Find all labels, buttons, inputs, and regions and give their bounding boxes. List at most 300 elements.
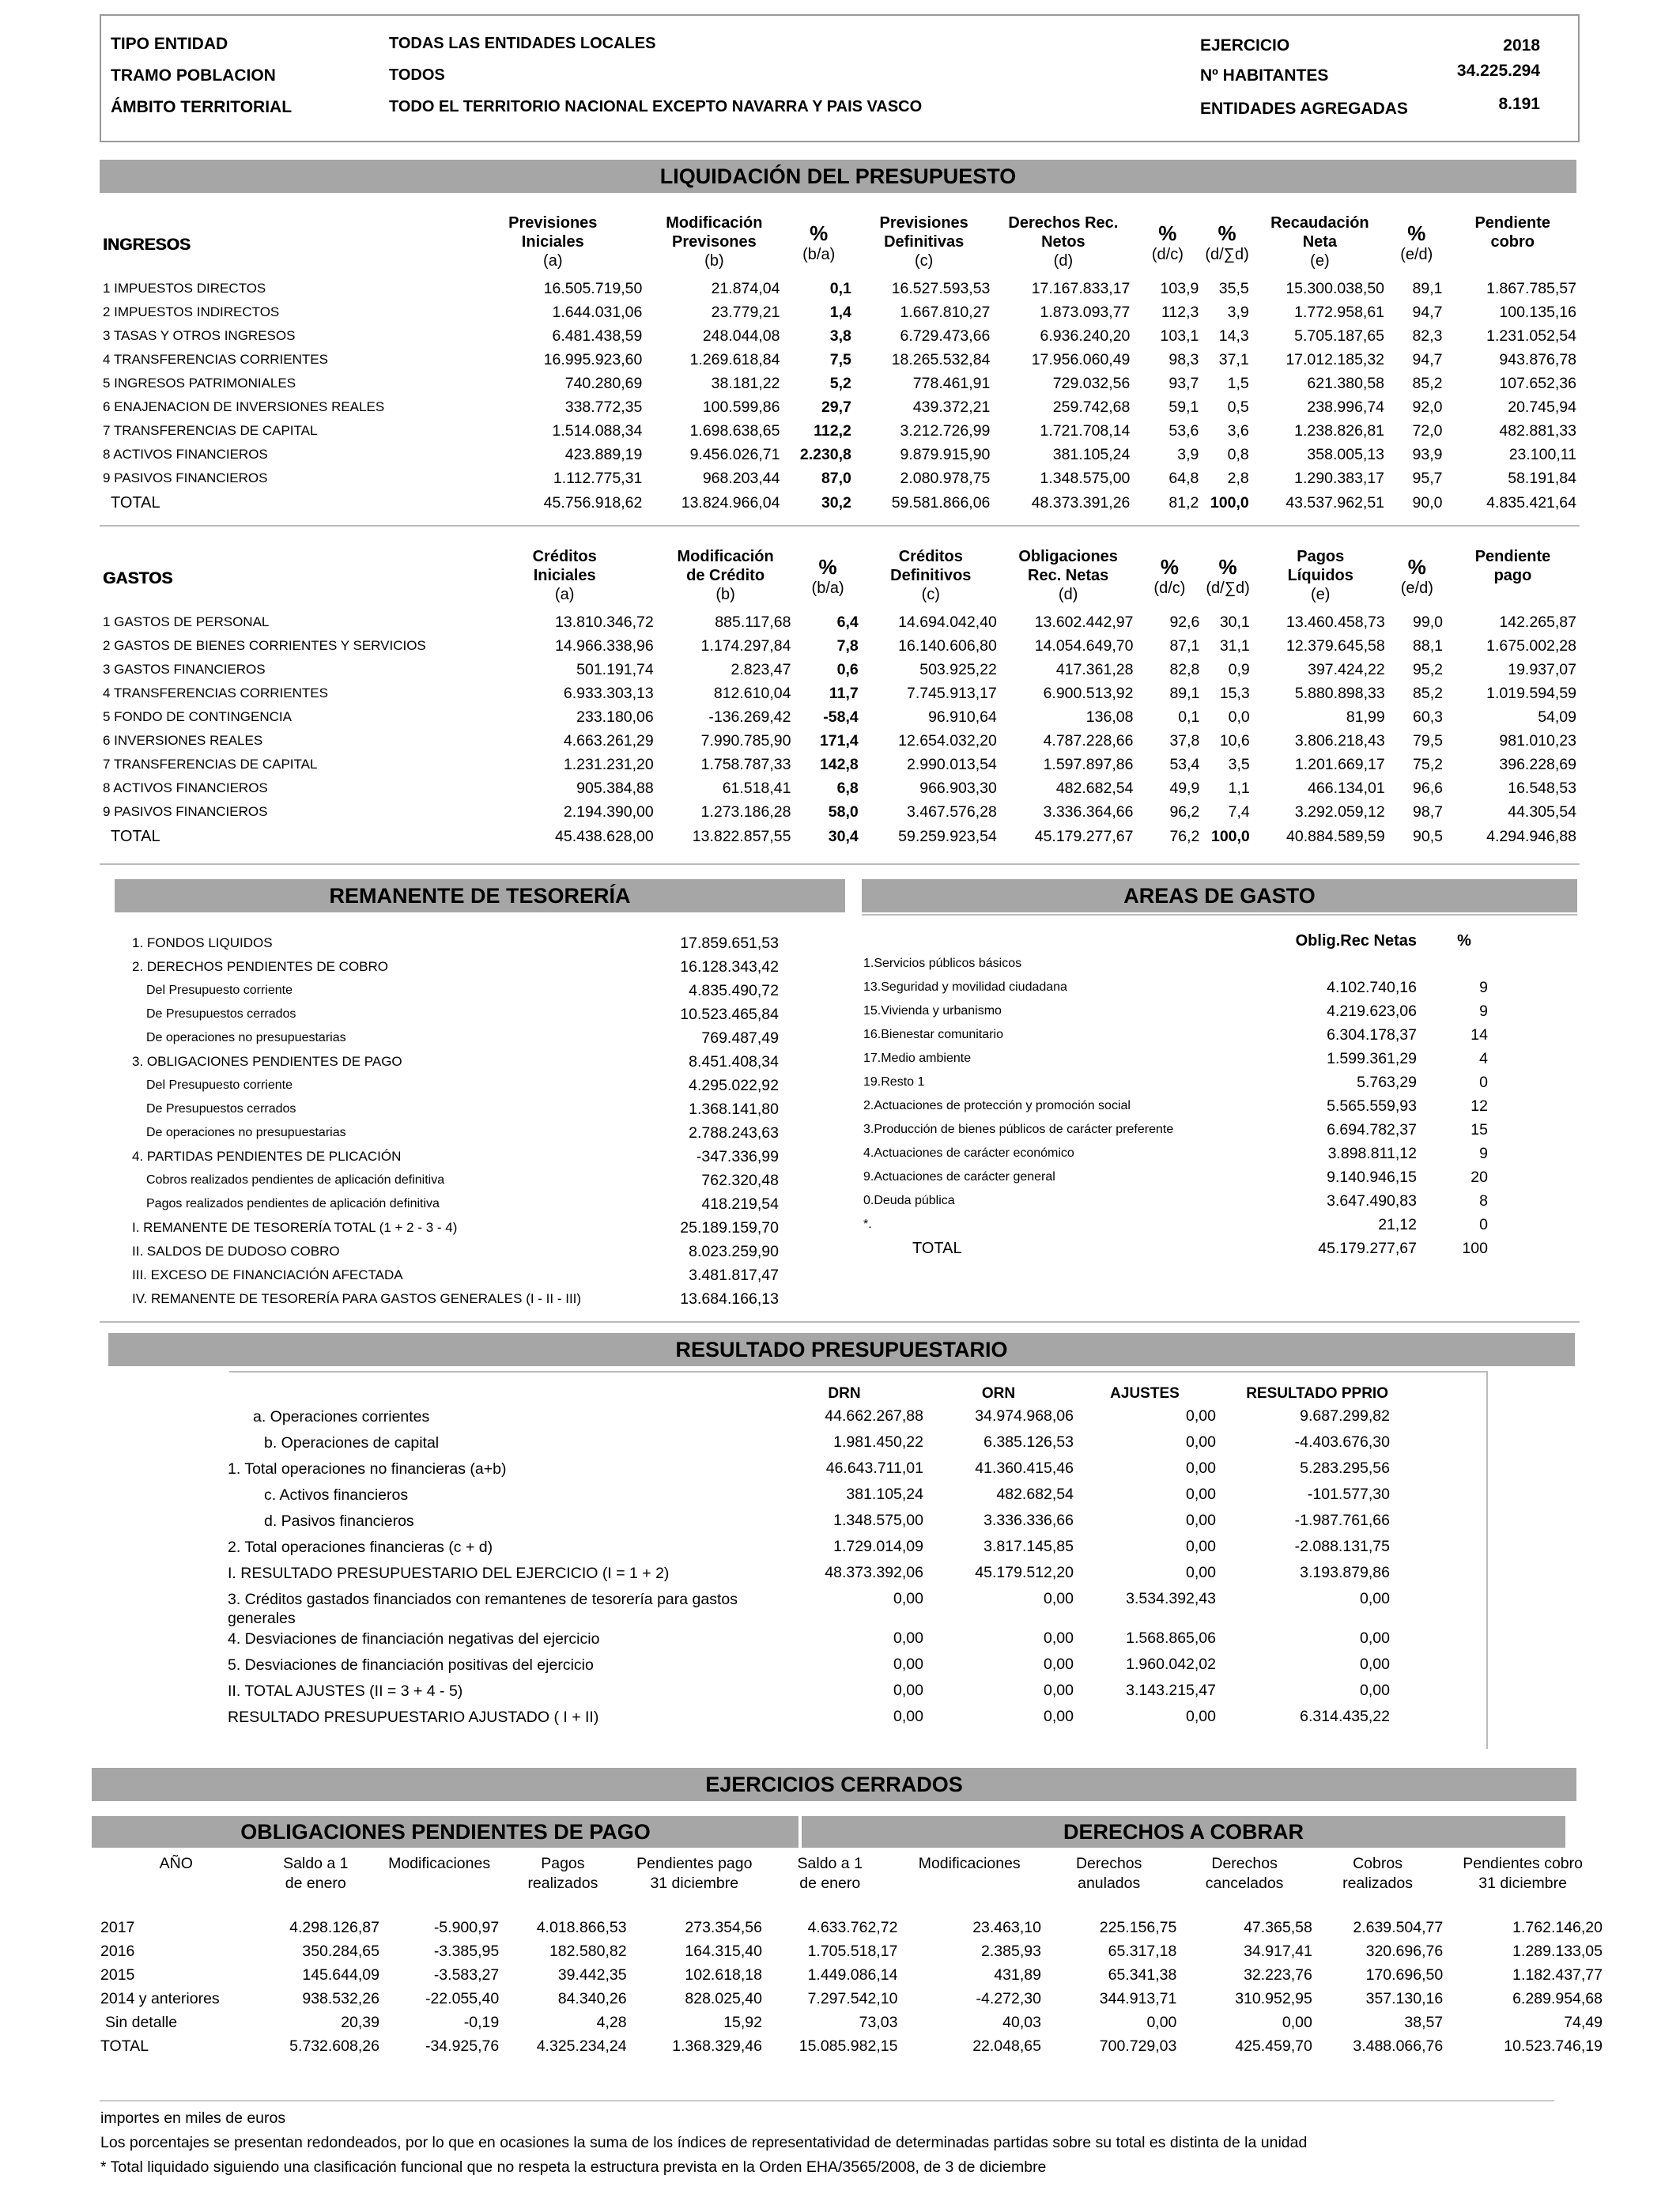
gastos-header-7: [1253, 547, 1388, 610]
gastos-cell: 13.460.458,73: [1286, 613, 1385, 631]
resultado-cell: 5.283.295,56: [1300, 1460, 1390, 1477]
ingresos-header-line1: Derechos Rec.: [1008, 214, 1119, 232]
gastos-cell: 2.990.013,54: [906, 755, 997, 773]
gastos-cell: 136,08: [1085, 708, 1134, 726]
ejercicios-cell: 170.696,50: [1365, 1966, 1444, 1984]
gastos-cell: 5.880.898,33: [1294, 684, 1385, 702]
remanente-value: 762.320,48: [701, 1171, 779, 1189]
areas-pct: 4: [1479, 1049, 1488, 1067]
remanente-value: 8.451.408,34: [689, 1052, 779, 1071]
gastos-cell: 30,1: [1219, 613, 1250, 631]
areas-label: 15.Vivienda y urbanismo: [863, 1004, 1002, 1018]
resultado-row: [228, 1708, 1390, 1734]
gastos-cell: 905.384,88: [576, 779, 654, 797]
areas-pct: 15: [1470, 1120, 1488, 1139]
remanente-value: 4.295.022,92: [689, 1076, 779, 1094]
areas-row: [863, 1071, 1512, 1094]
remanente-row: [115, 1287, 779, 1311]
resultado-cell: 44.662.267,88: [825, 1407, 923, 1425]
gastos-header-line2: Iniciales: [533, 567, 596, 584]
ejercicios-cell: 47.365,58: [1244, 1918, 1312, 1936]
resultado-cell: 0,00: [1186, 1486, 1216, 1503]
remanente-label: Cobros realizados pendientes de aplicación definitiva: [146, 1173, 445, 1187]
ingresos-header-8: [1387, 213, 1445, 277]
ingresos-cell: 1,4: [829, 303, 851, 321]
gastos-header-line1: Pagos: [1297, 548, 1345, 565]
gastos-cell: 417.361,28: [1055, 660, 1134, 678]
tipo-entidad-label: TIPO ENTIDAD: [111, 35, 228, 53]
gastos-cell: 31,1: [1219, 636, 1250, 655]
ingresos-header-line2: Iniciales: [521, 233, 584, 251]
ejercicios-cell: 40,03: [1002, 2013, 1041, 2031]
areas-value: 5.565.559,93: [1327, 1097, 1417, 1115]
ejercicios-row: [100, 1963, 1603, 1987]
ejercicios-header-0: [100, 1854, 252, 1916]
areas-row: [863, 1213, 1512, 1237]
remanente-value: 8.023.259,90: [689, 1242, 779, 1260]
resultado-header: ORN: [981, 1385, 1016, 1402]
gastos-cell: 466.134,01: [1308, 779, 1385, 797]
ingresos-header-line1: Recaudación: [1270, 214, 1369, 232]
resultado-label: RESULTADO PRESUPUESTARIO AJUSTADO ( I + II): [228, 1709, 599, 1726]
ejercicios-cell: 38,57: [1404, 2013, 1444, 2031]
resultado-row: [228, 1407, 1390, 1433]
ingresos-cell: 9.879.915,90: [900, 445, 991, 463]
gastos-header-4: [1000, 547, 1137, 610]
gastos-cell: 96.910,64: [928, 708, 997, 726]
gastos-total-row: [100, 824, 1580, 849]
ingresos-header-6: [1202, 213, 1252, 277]
areas-total-label: TOTAL: [912, 1239, 962, 1257]
resultado-table: [228, 1380, 1390, 1734]
gastos-total-cell: 100,0: [1210, 827, 1250, 845]
ejercicios-header-line2: 31 diciembre: [650, 1875, 739, 1892]
gastos-cell: 1.758.787,33: [700, 755, 791, 773]
ingresos-header-line1: %: [1218, 221, 1236, 245]
gastos-cell: 3.336.364,66: [1043, 802, 1134, 821]
ingresos-header-line3: (d/∑d): [1205, 246, 1249, 263]
areas-value: 6.304.178,37: [1327, 1025, 1417, 1044]
gastos-cell: 503.925,22: [919, 660, 997, 678]
gastos-row: [100, 705, 1580, 729]
ejercicios-header-line2: de enero: [799, 1875, 861, 1892]
ejercicios-cell: 1.368.329,46: [672, 2037, 762, 2055]
resultado-cell: 0,00: [893, 1656, 923, 1673]
ingresos-row-label: 3 TASAS Y OTROS INGRESOS: [103, 328, 296, 343]
gastos-header-line1: %: [1160, 555, 1179, 579]
gastos-cell: 7.990.785,90: [700, 731, 791, 750]
gastos-cell: 13.810.346,72: [555, 613, 654, 631]
ingresos-cell: 2,8: [1227, 469, 1249, 487]
ejercicios-cell: 938.532,26: [302, 1989, 379, 2007]
gastos-header-1: [657, 547, 795, 610]
ingresos-cell: 15.300.038,50: [1285, 279, 1385, 297]
areas-value: 6.694.782,37: [1327, 1120, 1417, 1139]
gastos-header-line1: Pendiente: [1474, 548, 1551, 565]
ingresos-cell: 1.644.031,06: [552, 303, 643, 321]
ejercicios-header-line1: Pendientes cobro: [1463, 1855, 1583, 1872]
ingresos-header-line3: (c): [914, 252, 934, 270]
ejercicios-cell: 10.523.746,19: [1504, 2037, 1603, 2055]
ejercicios-row: [100, 1916, 1603, 1939]
areas-label: 1.Servicios públicos básicos: [863, 957, 1022, 970]
gastos-cell: 6,8: [836, 779, 859, 797]
ingresos-total-cell: 4.835.421,64: [1486, 493, 1576, 512]
ingresos-row-label: 7 TRANSFERENCIAS DE CAPITAL: [103, 423, 318, 438]
divider: [100, 525, 1580, 527]
ingresos-cell: 338.772,35: [564, 398, 643, 416]
ingresos-cell: 729.032,56: [1052, 374, 1131, 392]
resultado-cell: 0,00: [893, 1682, 923, 1699]
ejercicios-title: EJERCICIOS CERRADOS: [92, 1768, 1576, 1801]
habitantes-value: 34.225.294: [1456, 62, 1540, 80]
ingresos-cell: 5.705.187,65: [1294, 327, 1385, 345]
areas-value: 3.647.490,83: [1327, 1191, 1417, 1210]
ejercicios-cell: 431,89: [994, 1966, 1041, 1984]
ejercicios-cell: 22.048,65: [972, 2037, 1041, 2055]
ingresos-cell: 17.167.833,17: [1031, 279, 1131, 297]
ingresos-cell: 238.996,74: [1307, 398, 1385, 416]
areas-label: 2.Actuaciones de protección y promoción social: [863, 1099, 1131, 1112]
ingresos-cell: 7,5: [829, 350, 851, 368]
ingresos-cell: 381.105,24: [1052, 445, 1131, 463]
ingresos-total-cell: 48.373.391,26: [1031, 493, 1131, 512]
ejercicios-cell: 225.156,75: [1099, 1918, 1177, 1936]
resultado-cell: 0,00: [893, 1708, 923, 1725]
ingresos-header-line1: %: [1407, 221, 1426, 245]
resultado-row: [228, 1512, 1390, 1538]
gastos-row: [100, 658, 1580, 682]
resultado-cell: 3.336.336,66: [983, 1512, 1074, 1529]
areas-label: 17.Medio ambiente: [863, 1052, 972, 1065]
gastos-row-label: 6 INVERSIONES REALES: [103, 733, 263, 748]
gastos-total-cell: 45.438.628,00: [555, 827, 654, 845]
gastos-header-line3: (d): [1058, 586, 1078, 603]
gastos-header-5: [1136, 547, 1202, 610]
ejercicios-cell: 310.952,95: [1235, 1989, 1312, 2007]
gastos-cell: 0,0: [1228, 708, 1250, 726]
remanente-label: De Presupuestos cerrados: [146, 1102, 296, 1116]
areas-pct: [1417, 952, 1512, 976]
areas-row: [863, 1165, 1512, 1189]
gastos-cell: 82,8: [1169, 660, 1200, 678]
gastos-header-line1: Obligaciones: [1018, 548, 1118, 565]
ejercicio-label: EJERCICIO: [1200, 36, 1290, 55]
gastos-row: [100, 800, 1580, 824]
gastos-cell: 3,5: [1228, 755, 1250, 773]
gastos-cell: 1.174.297,84: [700, 636, 791, 655]
ejercicios-cell: 20,39: [341, 2013, 379, 2031]
gastos-cell: 16.548,53: [1508, 779, 1576, 797]
areas-row: [863, 976, 1512, 999]
resultado-cell: 1.568.865,06: [1126, 1629, 1216, 1647]
remanente-label: 2. DERECHOS PENDIENTES DE COBRO: [132, 959, 389, 974]
ingresos-cell: 17.956.060,49: [1031, 350, 1131, 368]
ingresos-cell: 85,2: [1412, 374, 1443, 392]
resultado-row: [228, 1486, 1390, 1512]
ejercicios-header-line1: Saldo a 1: [283, 1855, 349, 1872]
ejercicios-cell: 65.341,38: [1108, 1966, 1177, 1984]
ingresos-cell: 23.779,21: [711, 303, 780, 321]
ingresos-total-cell: 30,2: [821, 493, 851, 512]
gastos-cell: 6.933.303,13: [563, 684, 654, 702]
gastos-row: [100, 729, 1580, 753]
ejercicios-header-line1: Modificaciones: [388, 1855, 491, 1872]
remanente-row: [115, 955, 779, 979]
gastos-cell: 81,99: [1346, 708, 1385, 726]
ingresos-total-cell: 13.824.966,04: [681, 493, 780, 512]
remanente-title: REMANENTE DE TESORERÍA: [115, 879, 845, 912]
ingresos-cell: 439.372,21: [912, 398, 991, 416]
areas-label: 19.Resto 1: [863, 1075, 925, 1089]
remanente-value: 25.189.159,70: [680, 1218, 779, 1237]
resultado-cell: 0,00: [1186, 1564, 1216, 1581]
remanente-row: [115, 1192, 779, 1216]
habitantes-label: Nº HABITANTES: [1200, 66, 1329, 85]
remanente-row: [115, 1121, 779, 1145]
ejercicios-header-1: [252, 1854, 379, 1916]
ingresos-header-line2: Definitivas: [884, 233, 965, 251]
ejercicios-header-line1: Derechos: [1211, 1855, 1278, 1872]
gastos-cell: 12.379.645,58: [1286, 636, 1385, 655]
gastos-cell: 812.610,04: [713, 684, 791, 702]
ejercicios-header-2: [379, 1854, 499, 1916]
ingresos-cell: 1.867.785,57: [1486, 279, 1576, 297]
remanente-value: 3.481.817,47: [689, 1266, 779, 1284]
gastos-cell: 1.231.231,20: [563, 755, 654, 773]
ingresos-cell: 1.772.958,61: [1294, 303, 1385, 321]
ejercicios-cell: 15,92: [723, 2013, 762, 2031]
resultado-cell: 0,00: [1360, 1629, 1390, 1647]
ejercicio-value: 2018: [1503, 36, 1540, 55]
ingresos-cell: 100.135,16: [1499, 303, 1576, 321]
resultado-cell: 0,00: [1360, 1590, 1390, 1607]
ingresos-cell: 358.005,13: [1307, 445, 1385, 463]
areas-value: 9.140.946,15: [1327, 1168, 1417, 1186]
ejercicios-cell: 1.762.146,20: [1512, 1918, 1603, 1936]
ejercicios-header-line2: de enero: [285, 1875, 346, 1892]
resultado-cell: 3.534.392,43: [1126, 1590, 1216, 1607]
areas-row: [863, 1142, 1512, 1165]
ingresos-total-cell: 45.756.918,62: [543, 493, 643, 512]
remanente-value: 418.219,54: [701, 1195, 779, 1213]
remanente-row: [115, 1145, 779, 1169]
ejercicios-cell: -3.385,95: [433, 1942, 500, 1960]
resultado-title: RESULTADO PRESUPUESTARIO: [108, 1333, 1575, 1366]
areas-pct: 8: [1479, 1191, 1488, 1210]
ingresos-cell: 248.044,08: [702, 327, 780, 345]
resultado-label: 2. Total operaciones financieras (c + d): [228, 1539, 493, 1556]
ingresos-row: [100, 324, 1580, 348]
gastos-cell: 12.654.032,20: [898, 731, 997, 750]
resultado-cell: 0,00: [1044, 1629, 1074, 1647]
tipo-entidad-value: TODAS LAS ENTIDADES LOCALES: [389, 35, 656, 52]
areas-label: 13.Seguridad y movilidad ciudadana: [863, 980, 1067, 994]
ingresos-cell: 107.652,36: [1499, 374, 1576, 392]
ingresos-row: [100, 443, 1580, 466]
ejercicios-header-7: [1041, 1854, 1176, 1916]
ingresos-cell: 0,5: [1227, 398, 1249, 416]
areas-value: 4.102.740,16: [1327, 978, 1417, 996]
ejercicios-table: [100, 1854, 1603, 2058]
ejercicios-cell: 344.913,71: [1099, 1989, 1177, 2007]
resultado-cell: 45.179.512,20: [975, 1564, 1074, 1581]
ingresos-total-cell: 100,0: [1210, 493, 1249, 512]
resultado-label: 3. Créditos gastados financiados con remantenes de tesorería para gastos generales: [228, 1591, 738, 1627]
areas-col-pct: %: [1457, 931, 1471, 950]
resultado-cell: -1.987.761,66: [1294, 1512, 1390, 1529]
resultado-cell: 0,00: [1044, 1708, 1074, 1725]
ingresos-header-line3: (a): [543, 252, 563, 270]
resultado-cell: 0,00: [893, 1590, 923, 1607]
gastos-header-line3: (e/d): [1400, 580, 1433, 597]
areas-label: 3.Producción de bienes públicos de carácter preferente: [863, 1123, 1174, 1136]
gastos-cell: 171,4: [819, 731, 859, 750]
gastos-cell: 49,9: [1169, 779, 1200, 797]
ingresos-cell: 1.269.618,84: [689, 350, 780, 368]
ingresos-cell: 16.505.719,50: [543, 279, 643, 297]
gastos-cell: 89,1: [1169, 684, 1200, 702]
ejercicios-header-line2: realizados: [1342, 1875, 1413, 1892]
ejercicios-cell: 65.317,18: [1108, 1942, 1177, 1960]
gastos-cell: 0,1: [1178, 708, 1200, 726]
ingresos-row: [100, 395, 1580, 419]
remanente-row: [115, 1074, 779, 1097]
ingresos-row: [100, 419, 1580, 443]
gastos-cell: 96,2: [1169, 802, 1200, 821]
gastos-cell: 7,4: [1228, 802, 1250, 821]
ingresos-cell: 53,6: [1168, 421, 1199, 440]
resultado-label: II. TOTAL AJUSTES (II = 3 + 4 - 5): [228, 1682, 463, 1700]
ingresos-cell: 621.380,58: [1307, 374, 1385, 392]
resultado-cell: 1.729.014,09: [833, 1538, 923, 1555]
gastos-cell: 53,4: [1169, 755, 1200, 773]
gastos-cell: 0,6: [836, 660, 859, 678]
tramo-value: TODOS: [389, 66, 445, 84]
remanente-value: 4.835.490,72: [689, 981, 779, 999]
ambito-value: TODO EL TERRITORIO NACIONAL EXCEPTO NAVARRA Y PAIS VASCO: [389, 98, 923, 115]
resultado-cell: 381.105,24: [846, 1486, 923, 1503]
ingresos-row-label: 4 TRANSFERENCIAS CORRIENTES: [103, 352, 328, 367]
gastos-header-line1: %: [818, 555, 837, 579]
ejercicios-cell: 4.018.866,53: [536, 1918, 627, 1936]
gastos-header-line3: (d/c): [1153, 580, 1186, 597]
ejercicios-header-10: [1443, 1854, 1603, 1916]
divider: [100, 863, 1580, 865]
ingresos-header-line1: Previsiones: [879, 214, 968, 232]
resultado-cell: -101.577,30: [1307, 1486, 1390, 1503]
gastos-cell: 0,9: [1228, 660, 1250, 678]
gastos-cell: 92,6: [1169, 613, 1200, 631]
gastos-cell: 1.201.669,17: [1294, 755, 1385, 773]
areas-value: 1.599.361,29: [1327, 1049, 1417, 1067]
gastos-cell: 15,3: [1219, 684, 1250, 702]
ejercicios-cell: -0,19: [463, 2013, 500, 2031]
resultado-cell: 1.981.450,22: [833, 1433, 923, 1451]
ingresos-cell: 92,0: [1412, 398, 1443, 416]
areas-value: [1259, 952, 1417, 976]
ejercicios-cell: 7.297.542,10: [807, 1989, 898, 2007]
remanente-value: 16.128.343,42: [680, 957, 779, 976]
ejercicios-cell: -4.272,30: [976, 1989, 1041, 2007]
ingresos-header-line2: cobro: [1490, 233, 1535, 251]
remanente-label: 4. PARTIDAS PENDIENTES DE PLICACIÓN: [132, 1149, 402, 1164]
ingresos-cell: 94,7: [1412, 303, 1443, 321]
footer-note-2: Los porcentajes se presentan redondeados, por lo que en ocasiones la suma de los índices de representatividad de determinadas partidas sobre su total es distinta de la unidad: [100, 2134, 1308, 2151]
divider: [1486, 1371, 1488, 1749]
gastos-cell: -58,4: [823, 708, 859, 726]
ingresos-cell: 72,0: [1412, 421, 1443, 440]
areas-title: AREAS DE GASTO: [862, 879, 1577, 912]
remanente-label: Del Presupuesto corriente: [146, 1078, 293, 1092]
gastos-cell: 1.019.594,59: [1486, 684, 1576, 702]
areas-pct: 9: [1479, 1144, 1488, 1162]
ejercicios-header-line2: realizados: [527, 1875, 598, 1892]
gastos-header-8: [1388, 547, 1446, 610]
resultado-row: [228, 1564, 1390, 1590]
remanente-label: Pagos realizados pendientes de aplicación definitiva: [146, 1197, 440, 1210]
ejercicios-row: [100, 2011, 1603, 2034]
ejercicios-header-line1: Pagos: [541, 1855, 585, 1872]
gastos-header-line3: (e): [1311, 586, 1331, 603]
gastos-cell: 1,1: [1228, 779, 1250, 797]
ingresos-cell: 423.889,19: [564, 445, 643, 463]
ingresos-row: [100, 372, 1580, 395]
ingresos-row-label: 8 ACTIVOS FINANCIEROS: [103, 447, 268, 462]
ingresos-cell: 740.280,69: [564, 374, 643, 392]
resultado-cell: 6.314.435,22: [1300, 1708, 1390, 1725]
remanente-table: [115, 931, 779, 1311]
gastos-header-line2: Líquidos: [1287, 567, 1353, 584]
ejercicios-cell: 2.385,93: [981, 1942, 1041, 1960]
remanente-row: [115, 1169, 779, 1192]
ejercicios-cell: 4.325.234,24: [536, 2037, 627, 2055]
ingresos-header-line2: Previsones: [672, 233, 757, 251]
gastos-cell: 88,1: [1413, 636, 1443, 655]
ingresos-cell: 100.599,86: [702, 398, 780, 416]
gastos-cell: 13.602.442,97: [1034, 613, 1134, 631]
gastos-cell: 60,3: [1413, 708, 1443, 726]
ingresos-total-label: TOTAL: [111, 493, 160, 512]
resultado-row: [228, 1656, 1390, 1682]
ingresos-cell: 16.995.923,60: [543, 350, 643, 368]
ingresos-cell: 6.936.240,20: [1040, 327, 1131, 345]
ingresos-cell: 82,3: [1412, 327, 1443, 345]
areas-value: 4.219.623,06: [1327, 1002, 1417, 1020]
header-box: [100, 14, 1580, 142]
ejercicios-cell: 6.289.954,68: [1512, 1989, 1603, 2007]
ejercicios-cell: 3.488.066,76: [1353, 2037, 1444, 2055]
ingresos-cell: 23.100,11: [1508, 445, 1576, 463]
ejercicios-cell: 1.182.437,77: [1512, 1966, 1603, 1984]
remanente-row: [115, 1050, 779, 1074]
footer-note-1: importes en miles de euros: [100, 2109, 286, 2127]
remanente-row: [115, 1026, 779, 1050]
resultado-row: [228, 1433, 1390, 1460]
ejercicios-cell: -5.900,97: [433, 1918, 500, 1936]
gastos-cell: 10,6: [1219, 731, 1250, 750]
gastos-header-2: [794, 547, 861, 610]
gastos-cell: -136.269,42: [708, 708, 791, 726]
areas-pct: 0: [1479, 1215, 1488, 1233]
areas-pct: 20: [1470, 1168, 1488, 1186]
areas-value: 3.898.811,12: [1327, 1144, 1417, 1162]
remanente-row: [115, 931, 779, 955]
ingresos-cell: 35,5: [1218, 279, 1249, 297]
ingresos-cell: 89,1: [1412, 279, 1443, 297]
ejercicios-row: [100, 1987, 1603, 2011]
ingresos-row: [100, 466, 1580, 490]
